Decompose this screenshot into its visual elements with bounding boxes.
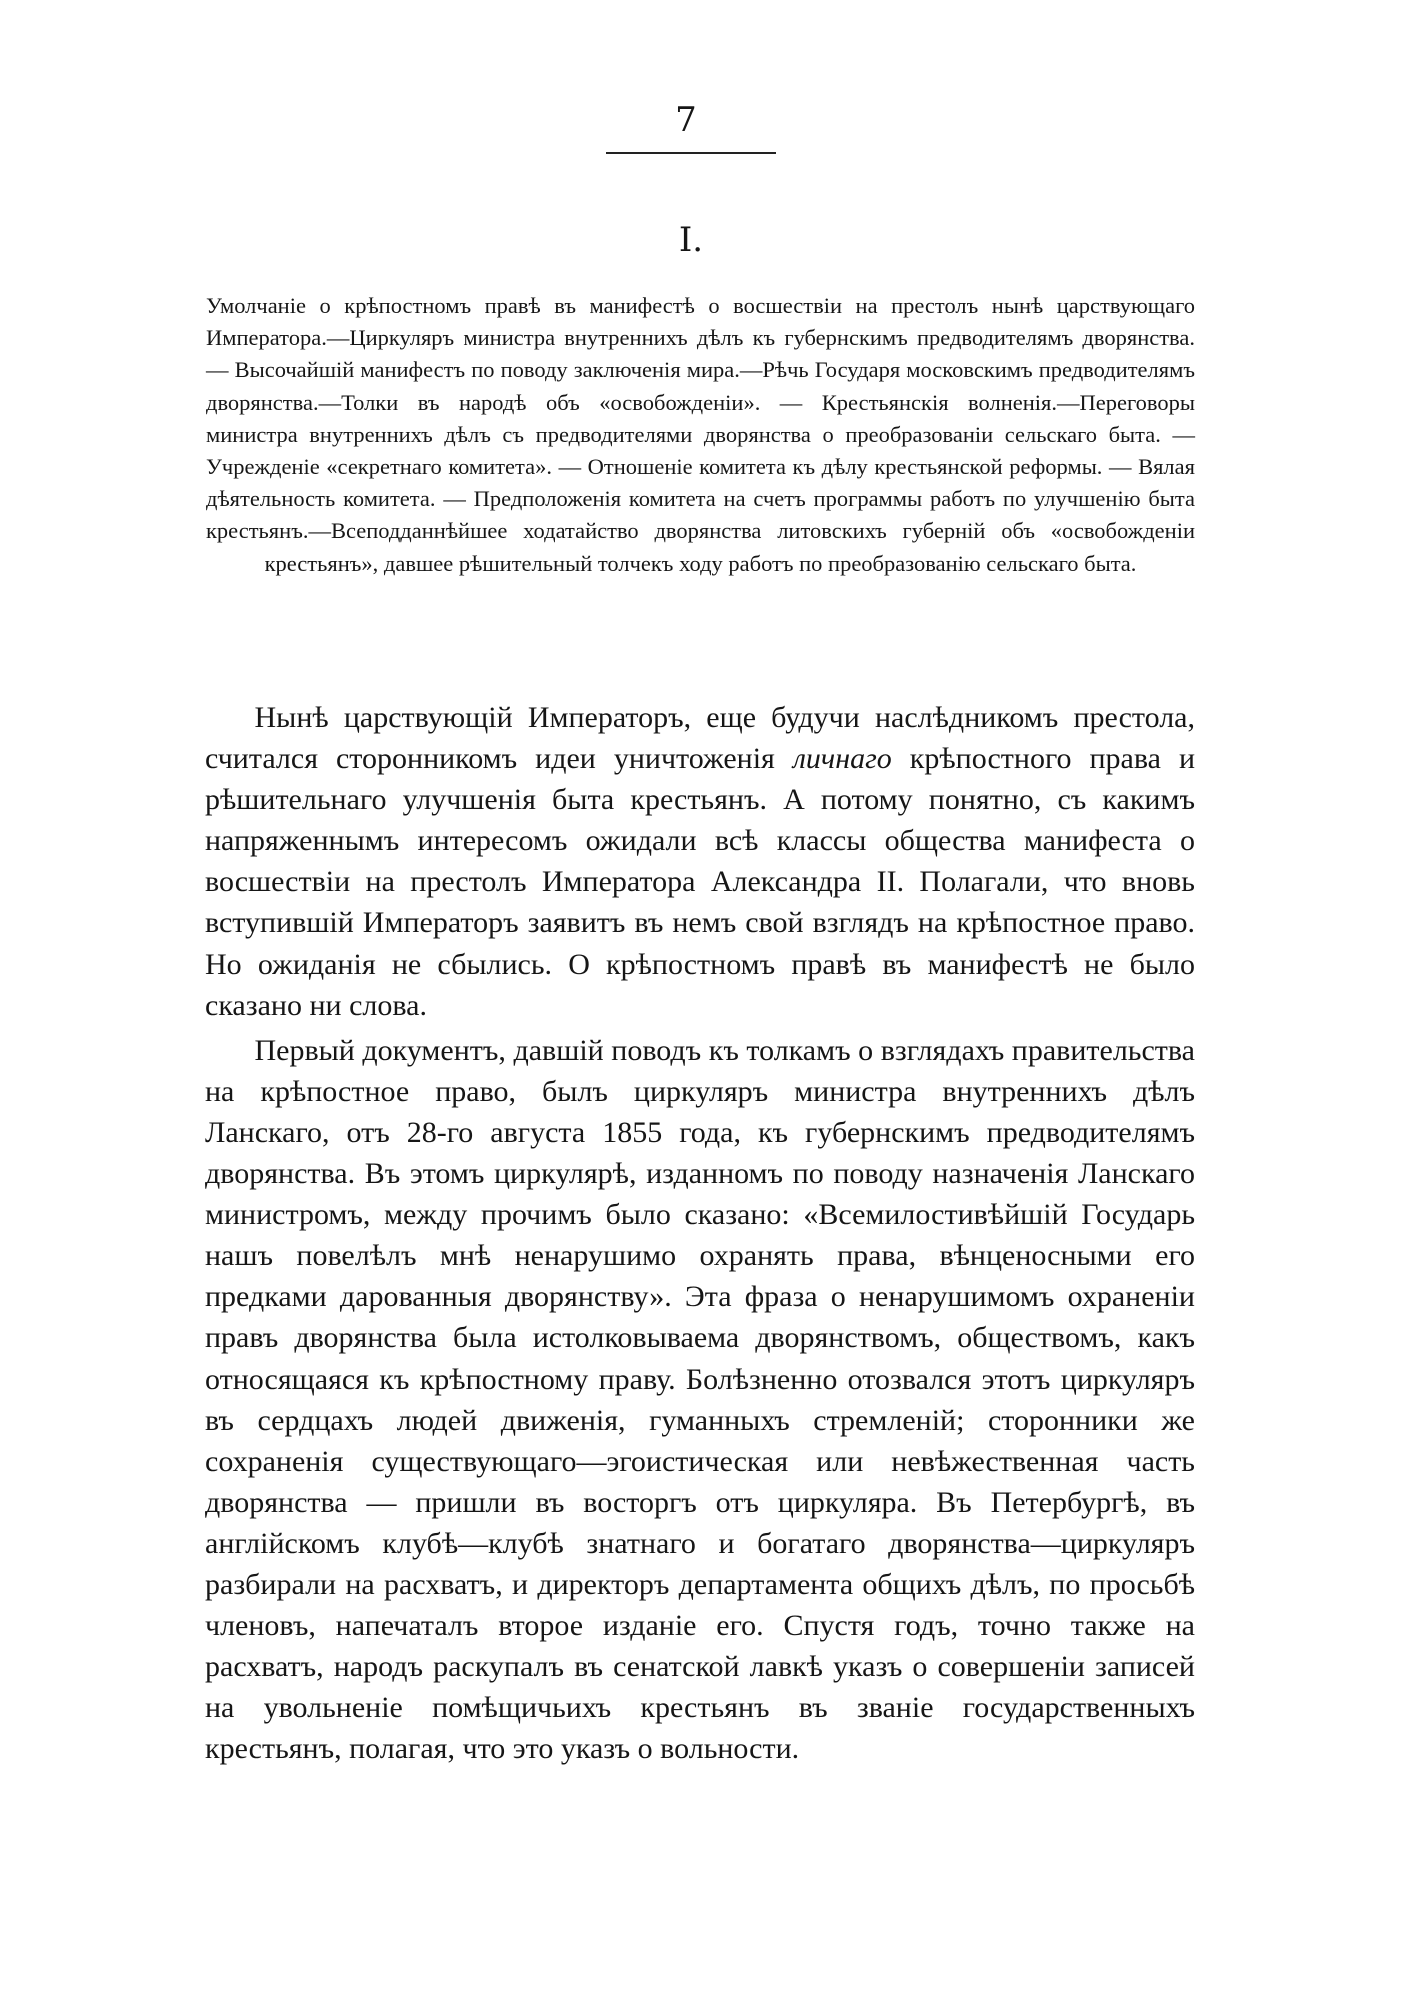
paragraph-1 — [205, 697, 1195, 1026]
paragraph-2: Первый документъ, давшій поводъ къ толкамъ о взглядахъ правительства на крѣпостное право, былъ циркуляръ министра внутреннихъ дѣлъ Ланскаго, отъ 28-го августа 1855 года, къ губернскимъ предводителямъ дворянства. Въ этомъ циркулярѣ, изданномъ по поводу назначенія Ланскаго министромъ, между прочимъ было сказано: «Всемилостивѣйшій Государь нашъ повелѣлъ мнѣ ненарушимо охранять права, вѣнценосными его предками дарованныя дворянству». Эта фраза о ненарушимомъ охраненіи правъ дворянства была истолковываема дворянствомъ, обществомъ, какъ относящаяся къ крѣпостному праву. Болѣзненно отозвался этотъ циркуляръ въ сердцахъ людей движенія, гуманныхъ стремленій; сторонники же сохраненія существующаго—эгоистическая или невѣжественная часть дворянства — пришли въ восторгъ отъ циркуляра. Въ Петербургѣ, въ англійскомъ клубѣ—клубѣ знатнаго и богатаго дворянства—циркуляръ разбирали на расхватъ, и директоръ департамента общихъ дѣлъ, по просьбѣ членовъ, напечаталъ второе изданіе его. Спустя годъ, точно также на расхватъ, народъ раскупалъ въ сенатской лавкѣ указъ о совершеніи записей на увольненіе помѣщичьихъ крестьянъ въ званіе государственныхъ крестьянъ, полагая, что это указъ о вольности. — [205, 1033, 1195, 1766]
header-rule — [606, 152, 776, 154]
paragraph-1-emphasis: личнаго — [792, 742, 892, 776]
page-number: 7 — [675, 100, 697, 140]
paragraph-1-end: крѣпостного права и рѣшительнаго улучшенія быта крестьянъ. А потому понятно, съ какимъ напряженнымъ интересомъ ожидали всѣ классы общества манифеста о восшествіи на престолъ Императора Александра II. Полагали, что вновь вступившій Императоръ заявитъ въ немъ свой взглядъ на крѣпостное право. Но ожиданія не сбылись. О крѣпостномъ правѣ въ манифестѣ не было сказано ни слова. — [205, 742, 1195, 1022]
chapter-summary: Умолчаніе о крѣпостномъ правѣ въ манифестѣ о восшествіи на престолъ нынѣ царствующаго Императора.—Циркуляръ министра внутреннихъ дѣлъ къ губернскимъ предводителямъ дворянства. — Высочайшій манифестъ по поводу заключенія мира.—Рѣчь Государя московскимъ предводителямъ дворянства.—Толки въ народѣ объ «освобожденіи». — Крестьянскія волненія.—Переговоры министра внутреннихъ дѣлъ съ предводителями дворянства о преобразованіи сельскаго быта. — Учрежденіе «секретнаго комитета». — Отношеніе комитета къ дѣлу крестьянской реформы. — Вялая дѣятельность комитета. — Предположенія комитета на счетъ программы работъ по улучшенію быта крестьянъ.—Всеподданнѣйшее ходатайство дворянства литовскихъ губерній объ «освобожденіи крестьянъ», давшее рѣшительный толчекъ ходу работъ по преобразованію сельскаго быта. — [206, 293, 1195, 576]
chapter-numeral: I. — [678, 220, 704, 260]
paragraph-1-start: Нынѣ царствующій Императоръ, еще будучи наслѣдникомъ престола, считался сторонникомъ идеи уничтоженія — [205, 701, 1195, 776]
chapter-body — [205, 697, 1195, 1769]
